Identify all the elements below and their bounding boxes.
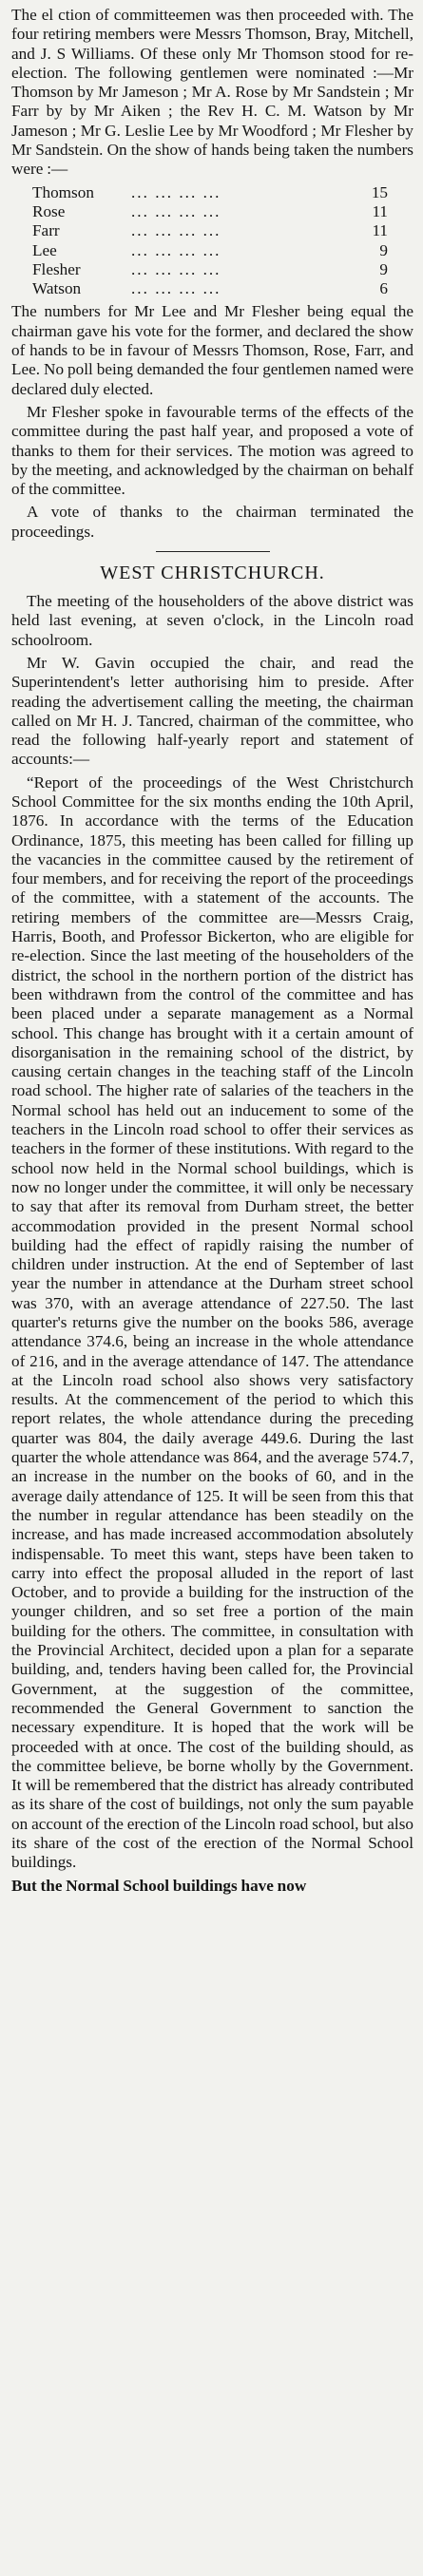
vote-table [32,183,413,299]
candidate-name: Thomson [32,182,94,201]
vote-row [32,241,413,260]
vote-row [32,279,413,298]
leader-dots: ... ... ... ... [131,259,221,278]
leader-dots: ... ... ... ... [131,221,221,240]
candidate-name: Watson [32,279,82,298]
vote-row [32,221,413,240]
vote-count: 9 [379,259,388,278]
candidate-name: Lee [32,240,57,259]
section-divider [156,551,270,552]
section-heading: WEST CHRISTCHURCH. [100,563,325,584]
final-line: But the Normal School buildings have now [11,1876,307,1895]
vote-count: 9 [379,240,388,259]
candidate-name: Farr [32,221,60,240]
vote-count: 15 [371,182,388,201]
thanks-paragraph: A vote of thanks to the chairman terminated the proceedings. [11,503,413,541]
leader-dots: ... ... ... ... [131,182,221,201]
vote-count: 6 [379,279,388,298]
chair-paragraph: Mr W. Gavin occupied the chair, and read the Superintendent's letter authorising him to preside. After reading the advertisement calling the meeting, the chairman called on Mr H. J. Tancred, chairman of the committee, who read the following half-yearly report and statement of accounts:— [11,653,413,769]
vote-count: 11 [372,201,388,220]
candidate-name: Flesher [32,259,81,278]
leader-dots: ... ... ... ... [131,201,221,220]
vote-count: 11 [372,221,388,240]
vote-row [32,183,413,202]
flesher-paragraph: Mr Flesher spoke in favourable terms of the effects of the committee during the past half year, and proposed a vote of thanks to them for their services. The motion was agreed to by the meeting, and acknowledged by the chairman on behalf of the committee. [11,402,413,499]
leader-dots: ... ... ... ... [131,240,221,259]
report-paragraph: “Report of the proceedings of the West Christchurch School Committee for the six months ending the 10th April, 1876. In accordance with the terms of the Education Ordinance, 1875, this meeting has been called for filling up the vacancies in the committee caused by the retirement of four members, and for receiving the report of the proceedings of the committee, with a statement of the accounts. The retiring members of the committee are—Messrs Craig, Harris, Booth, and Professor Bickerton, who are eligible for re-election. Since the last meeting of the householders of the district, the school in the northern portion of the district has been withdrawn from the control of the committee and has been placed under a separate management as a Normal school. This change has brought with it a certain amount of disorganisation in the remaining school of the district, by causing certain changes in the teaching staff of the Lincoln road school. The higher rate of salaries of the teachers in the Normal school has held out an inducement to some of the teachers in the Lincoln road school to offer their services as teachers in the former of these institutions. With regard to the school now held in the Normal school buildings, which is now no longer under the committee, it will only be necessary to say that after its removal from Durham street, the better accommodation provided in the present Normal school building had the effect of rapidly raising the number of children under instruction. At the end of September of last year the number in attendance at the Durham street school was 370, with an average attendance of 227.50. The last quarter's returns give the number on the books 586, average attendance 374.6, being an increase in the whole attendance of 216, and in the average attendance of 147. The attendance at the Lincoln road school also shows very satisfactory results. At the commencement of the period to which this report relates, the whole attendance during the preceding quarter was 804, the daily average 449.6. During the last quarter the whole attendance was 864, and the average 574.7, an increase in the number on the books of 60, and in the average daily attendance of 125. It will be seen from this that the number in regular attendance has been steadily on the increase, and has made increased accommodation absolutely indispensable. To meet this want, steps have been taken to carry into effect the proposal alluded in the report of last October, and to provide a building for the instruction of the younger children, and so set free a portion of the main building for the others. The committee, in consultation with the Provincial Architect, decided upon a plan for a separate building, and, tenders having been called for, the Provincial Government, at the suggestion of the committee, recommended the General Government to sanction the necessary expenditure. It is hoped that the work will be proceeded with at once. The cost of the building should, as the committee believe, be borne wholly by the Government. It will be remembered that the district has already contributed as its share of the cost of buildings, not only the sum payable on account of the erection of the Lincoln road school, but also its share of the cost of the erection of the Normal School buildings. [11,773,413,1872]
vote-row [32,202,413,221]
leader-dots: ... ... ... ... [131,279,221,298]
vote-row [32,260,413,279]
meeting-paragraph: The meeting of the householders of the above district was held last evening, at seven o'clock, in the Lincoln road schoolroom. [11,592,413,649]
result-paragraph: The numbers for Mr Lee and Mr Flesher being equal the chairman gave his vote for the former, and declared the show of hands to be in favour of Messrs Thomson, Rose, Farr, and Lee. No poll being demanded the four gentlemen named were declared duly elected. [11,302,413,398]
candidate-name: Rose [32,201,66,220]
election-paragraph: The el ction of committeemen was then proceeded with. The four retiring members were Messrs Thomson, Bray, Mitchell, and J. S Williams. Of these only Mr Thomson stood for re-election. The following gentlemen were nominated :—Mr Thomson by Mr Jameson ; Mr A. Rose by Mr Sandstein ; Mr Farr by by Mr Aiken ; the Rev H. C. M. Watson by Mr Jameson ; Mr G. Leslie Lee by Mr Woodford ; Mr Flesher by Mr Sandstein. On the show of hands being taken the numbers were :— [11,6,413,179]
